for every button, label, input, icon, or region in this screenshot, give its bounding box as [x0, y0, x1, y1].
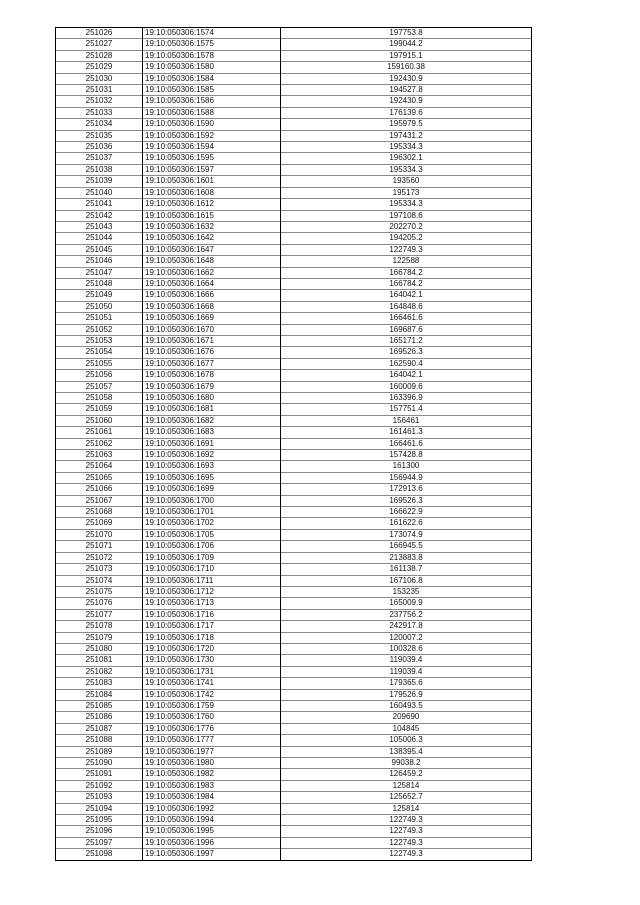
cadastral-number-cell: 19:10:050306:1742: [143, 689, 281, 700]
value-cell: 202270.2: [281, 221, 532, 232]
table-row: [56, 370, 532, 381]
row-number-cell: 251039: [56, 176, 143, 187]
row-number-cell: 251068: [56, 507, 143, 518]
value-cell: 172913.6: [281, 484, 532, 495]
cadastral-number-cell: 19:10:050306:1982: [143, 769, 281, 780]
row-number-cell: 251061: [56, 427, 143, 438]
cadastral-number-cell: 19:10:050306:1711: [143, 575, 281, 586]
cadastral-number-cell: 19:10:050306:1585: [143, 85, 281, 96]
value-cell: 125814: [281, 780, 532, 791]
row-number-cell: 251065: [56, 472, 143, 483]
table-row: [56, 290, 532, 301]
row-number-cell: 251027: [56, 39, 143, 50]
cadastral-number-cell: 19:10:050306:1760: [143, 712, 281, 723]
table-row: [56, 746, 532, 757]
cadastral-number-cell: 19:10:050306:1682: [143, 415, 281, 426]
cadastral-number-cell: 19:10:050306:1731: [143, 666, 281, 677]
row-number-cell: 251097: [56, 837, 143, 848]
value-cell: 169526.3: [281, 347, 532, 358]
value-cell: 125652.7: [281, 792, 532, 803]
value-cell: 242917.8: [281, 621, 532, 632]
table-row: [56, 815, 532, 826]
cadastral-number-cell: 19:10:050306:1717: [143, 621, 281, 632]
table-row: [56, 826, 532, 837]
table-row: [56, 621, 532, 632]
cadastral-number-cell: 19:10:050306:1699: [143, 484, 281, 495]
cadastral-number-cell: 19:10:050306:1776: [143, 723, 281, 734]
row-number-cell: 251028: [56, 50, 143, 61]
row-number-cell: 251078: [56, 621, 143, 632]
value-cell: 126459.2: [281, 769, 532, 780]
table-row: [56, 301, 532, 312]
table-row: [56, 507, 532, 518]
table-row: [56, 666, 532, 677]
row-number-cell: 251083: [56, 678, 143, 689]
cadastral-number-cell: 19:10:050306:1642: [143, 233, 281, 244]
row-number-cell: 251030: [56, 73, 143, 84]
table-row: [56, 39, 532, 50]
value-cell: 179526.9: [281, 689, 532, 700]
cadastral-number-cell: 19:10:050306:1670: [143, 324, 281, 335]
cadastral-number-cell: 19:10:050306:1594: [143, 142, 281, 153]
table-row: [56, 233, 532, 244]
cadastral-number-cell: 19:10:050306:1691: [143, 438, 281, 449]
data-table: [55, 27, 532, 861]
row-number-cell: 251093: [56, 792, 143, 803]
cadastral-number-cell: 19:10:050306:1595: [143, 153, 281, 164]
value-cell: 197915.1: [281, 50, 532, 61]
row-number-cell: 251094: [56, 803, 143, 814]
table-row: [56, 130, 532, 141]
table-row: [56, 769, 532, 780]
table-row: [56, 472, 532, 483]
table-row: [56, 119, 532, 130]
cadastral-number-cell: 19:10:050306:1741: [143, 678, 281, 689]
row-number-cell: 251085: [56, 700, 143, 711]
table-row: [56, 803, 532, 814]
cadastral-number-cell: 19:10:050306:1647: [143, 244, 281, 255]
table-row: [56, 586, 532, 597]
cadastral-number-cell: 19:10:050306:1676: [143, 347, 281, 358]
table-row: [56, 712, 532, 723]
value-cell: 119039.4: [281, 655, 532, 666]
cadastral-number-cell: 19:10:050306:1575: [143, 39, 281, 50]
value-cell: 166784.2: [281, 278, 532, 289]
value-cell: 122749.3: [281, 826, 532, 837]
row-number-cell: 251064: [56, 461, 143, 472]
table-row: [56, 221, 532, 232]
row-number-cell: 251031: [56, 85, 143, 96]
table-row: [56, 541, 532, 552]
cadastral-number-cell: 19:10:050306:1668: [143, 301, 281, 312]
table-row: [56, 404, 532, 415]
row-number-cell: 251046: [56, 256, 143, 267]
value-cell: 195334.3: [281, 164, 532, 175]
table-row: [56, 780, 532, 791]
row-number-cell: 251057: [56, 381, 143, 392]
row-number-cell: 251059: [56, 404, 143, 415]
row-number-cell: 251055: [56, 358, 143, 369]
cadastral-number-cell: 19:10:050306:1680: [143, 393, 281, 404]
row-number-cell: 251048: [56, 278, 143, 289]
value-cell: 153235: [281, 586, 532, 597]
cadastral-number-cell: 19:10:050306:1713: [143, 598, 281, 609]
cadastral-number-cell: 19:10:050306:1709: [143, 552, 281, 563]
row-number-cell: 251091: [56, 769, 143, 780]
value-cell: 105006.3: [281, 735, 532, 746]
table-row: [56, 176, 532, 187]
value-cell: 166461.6: [281, 438, 532, 449]
row-number-cell: 251062: [56, 438, 143, 449]
value-cell: 122749.3: [281, 815, 532, 826]
table-row: [56, 643, 532, 654]
value-cell: 166945.5: [281, 541, 532, 552]
table-row: [56, 632, 532, 643]
row-number-cell: 251053: [56, 335, 143, 346]
table-row: [56, 96, 532, 107]
row-number-cell: 251087: [56, 723, 143, 734]
cadastral-number-cell: 19:10:050306:1718: [143, 632, 281, 643]
table-row: [56, 415, 532, 426]
cadastral-number-cell: 19:10:050306:1574: [143, 28, 281, 39]
cadastral-number-cell: 19:10:050306:1592: [143, 130, 281, 141]
table-row: [56, 438, 532, 449]
value-cell: 119039.4: [281, 666, 532, 677]
table-row: [56, 552, 532, 563]
cadastral-number-cell: 19:10:050306:1759: [143, 700, 281, 711]
table-row: [56, 107, 532, 118]
table-row: [56, 358, 532, 369]
cadastral-number-cell: 19:10:050306:1664: [143, 278, 281, 289]
table-row: [56, 393, 532, 404]
row-number-cell: 251045: [56, 244, 143, 255]
cadastral-number-cell: 19:10:050306:1648: [143, 256, 281, 267]
cadastral-number-cell: 19:10:050306:1705: [143, 529, 281, 540]
row-number-cell: 251044: [56, 233, 143, 244]
value-cell: 165009.9: [281, 598, 532, 609]
value-cell: 99038.2: [281, 758, 532, 769]
cadastral-number-cell: 19:10:050306:1977: [143, 746, 281, 757]
row-number-cell: 251071: [56, 541, 143, 552]
table-row: [56, 164, 532, 175]
table-row: [56, 187, 532, 198]
cadastral-number-cell: 19:10:050306:1584: [143, 73, 281, 84]
value-cell: 197108.6: [281, 210, 532, 221]
table-row: [56, 575, 532, 586]
row-number-cell: 251049: [56, 290, 143, 301]
row-number-cell: 251086: [56, 712, 143, 723]
row-number-cell: 251088: [56, 735, 143, 746]
row-number-cell: 251095: [56, 815, 143, 826]
value-cell: 166784.2: [281, 267, 532, 278]
value-cell: 122749.3: [281, 849, 532, 860]
row-number-cell: 251081: [56, 655, 143, 666]
row-number-cell: 251054: [56, 347, 143, 358]
row-number-cell: 251035: [56, 130, 143, 141]
row-number-cell: 251072: [56, 552, 143, 563]
value-cell: 161300: [281, 461, 532, 472]
value-cell: 161461.3: [281, 427, 532, 438]
cadastral-number-cell: 19:10:050306:1612: [143, 199, 281, 210]
row-number-cell: 251069: [56, 518, 143, 529]
cadastral-number-cell: 19:10:050306:1712: [143, 586, 281, 597]
table-row: [56, 837, 532, 848]
value-cell: 161622.6: [281, 518, 532, 529]
cadastral-number-cell: 19:10:050306:1597: [143, 164, 281, 175]
row-number-cell: 251043: [56, 221, 143, 232]
table-row: [56, 609, 532, 620]
cadastral-number-cell: 19:10:050306:1615: [143, 210, 281, 221]
row-number-cell: 251076: [56, 598, 143, 609]
value-cell: 194205.2: [281, 233, 532, 244]
value-cell: 195334.3: [281, 142, 532, 153]
value-cell: 164042.1: [281, 290, 532, 301]
row-number-cell: 251026: [56, 28, 143, 39]
cadastral-number-cell: 19:10:050306:1716: [143, 609, 281, 620]
table-row: [56, 73, 532, 84]
row-number-cell: 251040: [56, 187, 143, 198]
value-cell: 193560: [281, 176, 532, 187]
cadastral-number-cell: 19:10:050306:1679: [143, 381, 281, 392]
value-cell: 159160.38: [281, 62, 532, 73]
row-number-cell: 251029: [56, 62, 143, 73]
value-cell: 166622.9: [281, 507, 532, 518]
row-number-cell: 251079: [56, 632, 143, 643]
value-cell: 197431.2: [281, 130, 532, 141]
cadastral-number-cell: 19:10:050306:1700: [143, 495, 281, 506]
cadastral-number-cell: 19:10:050306:1586: [143, 96, 281, 107]
cadastral-number-cell: 19:10:050306:1992: [143, 803, 281, 814]
cadastral-number-cell: 19:10:050306:1578: [143, 50, 281, 61]
row-number-cell: 251056: [56, 370, 143, 381]
table-row: [56, 142, 532, 153]
value-cell: 122588: [281, 256, 532, 267]
cadastral-number-cell: 19:10:050306:1997: [143, 849, 281, 860]
cadastral-number-cell: 19:10:050306:1702: [143, 518, 281, 529]
value-cell: 213883.8: [281, 552, 532, 563]
row-number-cell: 251082: [56, 666, 143, 677]
table-row: [56, 427, 532, 438]
cadastral-number-cell: 19:10:050306:1996: [143, 837, 281, 848]
cadastral-number-cell: 19:10:050306:1669: [143, 313, 281, 324]
table-row: [56, 335, 532, 346]
cadastral-number-cell: 19:10:050306:1706: [143, 541, 281, 552]
row-number-cell: 251033: [56, 107, 143, 118]
table-row: [56, 678, 532, 689]
cadastral-number-cell: 19:10:050306:1601: [143, 176, 281, 187]
value-cell: 179365.6: [281, 678, 532, 689]
value-cell: 169687.6: [281, 324, 532, 335]
table-row: [56, 50, 532, 61]
table-row: [56, 849, 532, 860]
value-cell: 157428.8: [281, 450, 532, 461]
row-number-cell: 251073: [56, 564, 143, 575]
value-cell: 196302.1: [281, 153, 532, 164]
cadastral-number-cell: 19:10:050306:1632: [143, 221, 281, 232]
value-cell: 120007.2: [281, 632, 532, 643]
row-number-cell: 251036: [56, 142, 143, 153]
value-cell: 197753.8: [281, 28, 532, 39]
value-cell: 157751.4: [281, 404, 532, 415]
table-row: [56, 529, 532, 540]
cadastral-number-cell: 19:10:050306:1590: [143, 119, 281, 130]
table-row: [56, 735, 532, 746]
table-row: [56, 62, 532, 73]
row-number-cell: 251050: [56, 301, 143, 312]
value-cell: 138395.4: [281, 746, 532, 757]
row-number-cell: 251084: [56, 689, 143, 700]
value-cell: 195173: [281, 187, 532, 198]
row-number-cell: 251052: [56, 324, 143, 335]
cadastral-number-cell: 19:10:050306:1608: [143, 187, 281, 198]
row-number-cell: 251092: [56, 780, 143, 791]
value-cell: 167106.8: [281, 575, 532, 586]
value-cell: 192430.9: [281, 96, 532, 107]
row-number-cell: 251058: [56, 393, 143, 404]
table-row: [56, 758, 532, 769]
table-row: [56, 450, 532, 461]
row-number-cell: 251077: [56, 609, 143, 620]
table-row: [56, 210, 532, 221]
cadastral-number-cell: 19:10:050306:1666: [143, 290, 281, 301]
table-row: [56, 655, 532, 666]
table-row: [56, 689, 532, 700]
value-cell: 176139.6: [281, 107, 532, 118]
row-number-cell: 251032: [56, 96, 143, 107]
table-row: [56, 244, 532, 255]
value-cell: 169526.3: [281, 495, 532, 506]
table-row: [56, 792, 532, 803]
table-row: [56, 381, 532, 392]
cadastral-number-cell: 19:10:050306:1994: [143, 815, 281, 826]
table-row: [56, 324, 532, 335]
row-number-cell: 251041: [56, 199, 143, 210]
value-cell: 209690: [281, 712, 532, 723]
cadastral-number-cell: 19:10:050306:1662: [143, 267, 281, 278]
value-cell: 156944.9: [281, 472, 532, 483]
value-cell: 125814: [281, 803, 532, 814]
cadastral-number-cell: 19:10:050306:1588: [143, 107, 281, 118]
table-row: [56, 347, 532, 358]
table-row: [56, 256, 532, 267]
cadastral-number-cell: 19:10:050306:1693: [143, 461, 281, 472]
cadastral-number-cell: 19:10:050306:1995: [143, 826, 281, 837]
row-number-cell: 251070: [56, 529, 143, 540]
value-cell: 166461.6: [281, 313, 532, 324]
value-cell: 192430.9: [281, 73, 532, 84]
table-body: [56, 28, 532, 861]
row-number-cell: 251089: [56, 746, 143, 757]
row-number-cell: 251047: [56, 267, 143, 278]
row-number-cell: 251075: [56, 586, 143, 597]
value-cell: 164848.6: [281, 301, 532, 312]
value-cell: 194527.8: [281, 85, 532, 96]
value-cell: 195979.5: [281, 119, 532, 130]
row-number-cell: 251060: [56, 415, 143, 426]
row-number-cell: 251096: [56, 826, 143, 837]
cadastral-number-cell: 19:10:050306:1678: [143, 370, 281, 381]
row-number-cell: 251051: [56, 313, 143, 324]
value-cell: 122749.3: [281, 244, 532, 255]
cadastral-number-cell: 19:10:050306:1683: [143, 427, 281, 438]
table-row: [56, 199, 532, 210]
table-row: [56, 267, 532, 278]
cadastral-number-cell: 19:10:050306:1671: [143, 335, 281, 346]
row-number-cell: 251080: [56, 643, 143, 654]
table-row: [56, 484, 532, 495]
cadastral-number-cell: 19:10:050306:1580: [143, 62, 281, 73]
value-cell: 160009.6: [281, 381, 532, 392]
cadastral-number-cell: 19:10:050306:1720: [143, 643, 281, 654]
value-cell: 100328.6: [281, 643, 532, 654]
value-cell: 161138.7: [281, 564, 532, 575]
row-number-cell: 251063: [56, 450, 143, 461]
row-number-cell: 251037: [56, 153, 143, 164]
cadastral-number-cell: 19:10:050306:1701: [143, 507, 281, 518]
table-row: [56, 153, 532, 164]
row-number-cell: 251066: [56, 484, 143, 495]
cadastral-number-cell: 19:10:050306:1730: [143, 655, 281, 666]
value-cell: 164042.1: [281, 370, 532, 381]
table-row: [56, 28, 532, 39]
value-cell: 173074.9: [281, 529, 532, 540]
cadastral-number-cell: 19:10:050306:1695: [143, 472, 281, 483]
table-row: [56, 461, 532, 472]
value-cell: 156461: [281, 415, 532, 426]
table-row: [56, 700, 532, 711]
table-row: [56, 518, 532, 529]
cadastral-number-cell: 19:10:050306:1677: [143, 358, 281, 369]
cadastral-number-cell: 19:10:050306:1692: [143, 450, 281, 461]
table-row: [56, 564, 532, 575]
value-cell: 199044.2: [281, 39, 532, 50]
value-cell: 162590.4: [281, 358, 532, 369]
row-number-cell: 251090: [56, 758, 143, 769]
table-row: [56, 85, 532, 96]
cadastral-number-cell: 19:10:050306:1983: [143, 780, 281, 791]
row-number-cell: 251067: [56, 495, 143, 506]
table-row: [56, 598, 532, 609]
row-number-cell: 251074: [56, 575, 143, 586]
cadastral-number-cell: 19:10:050306:1681: [143, 404, 281, 415]
table-row: [56, 495, 532, 506]
row-number-cell: 251042: [56, 210, 143, 221]
cadastral-number-cell: 19:10:050306:1710: [143, 564, 281, 575]
value-cell: 163396.9: [281, 393, 532, 404]
row-number-cell: 251098: [56, 849, 143, 860]
row-number-cell: 251038: [56, 164, 143, 175]
table-row: [56, 278, 532, 289]
value-cell: 160493.5: [281, 700, 532, 711]
cadastral-number-cell: 19:10:050306:1777: [143, 735, 281, 746]
value-cell: 165171.2: [281, 335, 532, 346]
table-row: [56, 313, 532, 324]
value-cell: 104845: [281, 723, 532, 734]
value-cell: 122749.3: [281, 837, 532, 848]
value-cell: 237756.2: [281, 609, 532, 620]
row-number-cell: 251034: [56, 119, 143, 130]
cadastral-number-cell: 19:10:050306:1980: [143, 758, 281, 769]
table-row: [56, 723, 532, 734]
cadastral-number-cell: 19:10:050306:1984: [143, 792, 281, 803]
value-cell: 195334.3: [281, 199, 532, 210]
